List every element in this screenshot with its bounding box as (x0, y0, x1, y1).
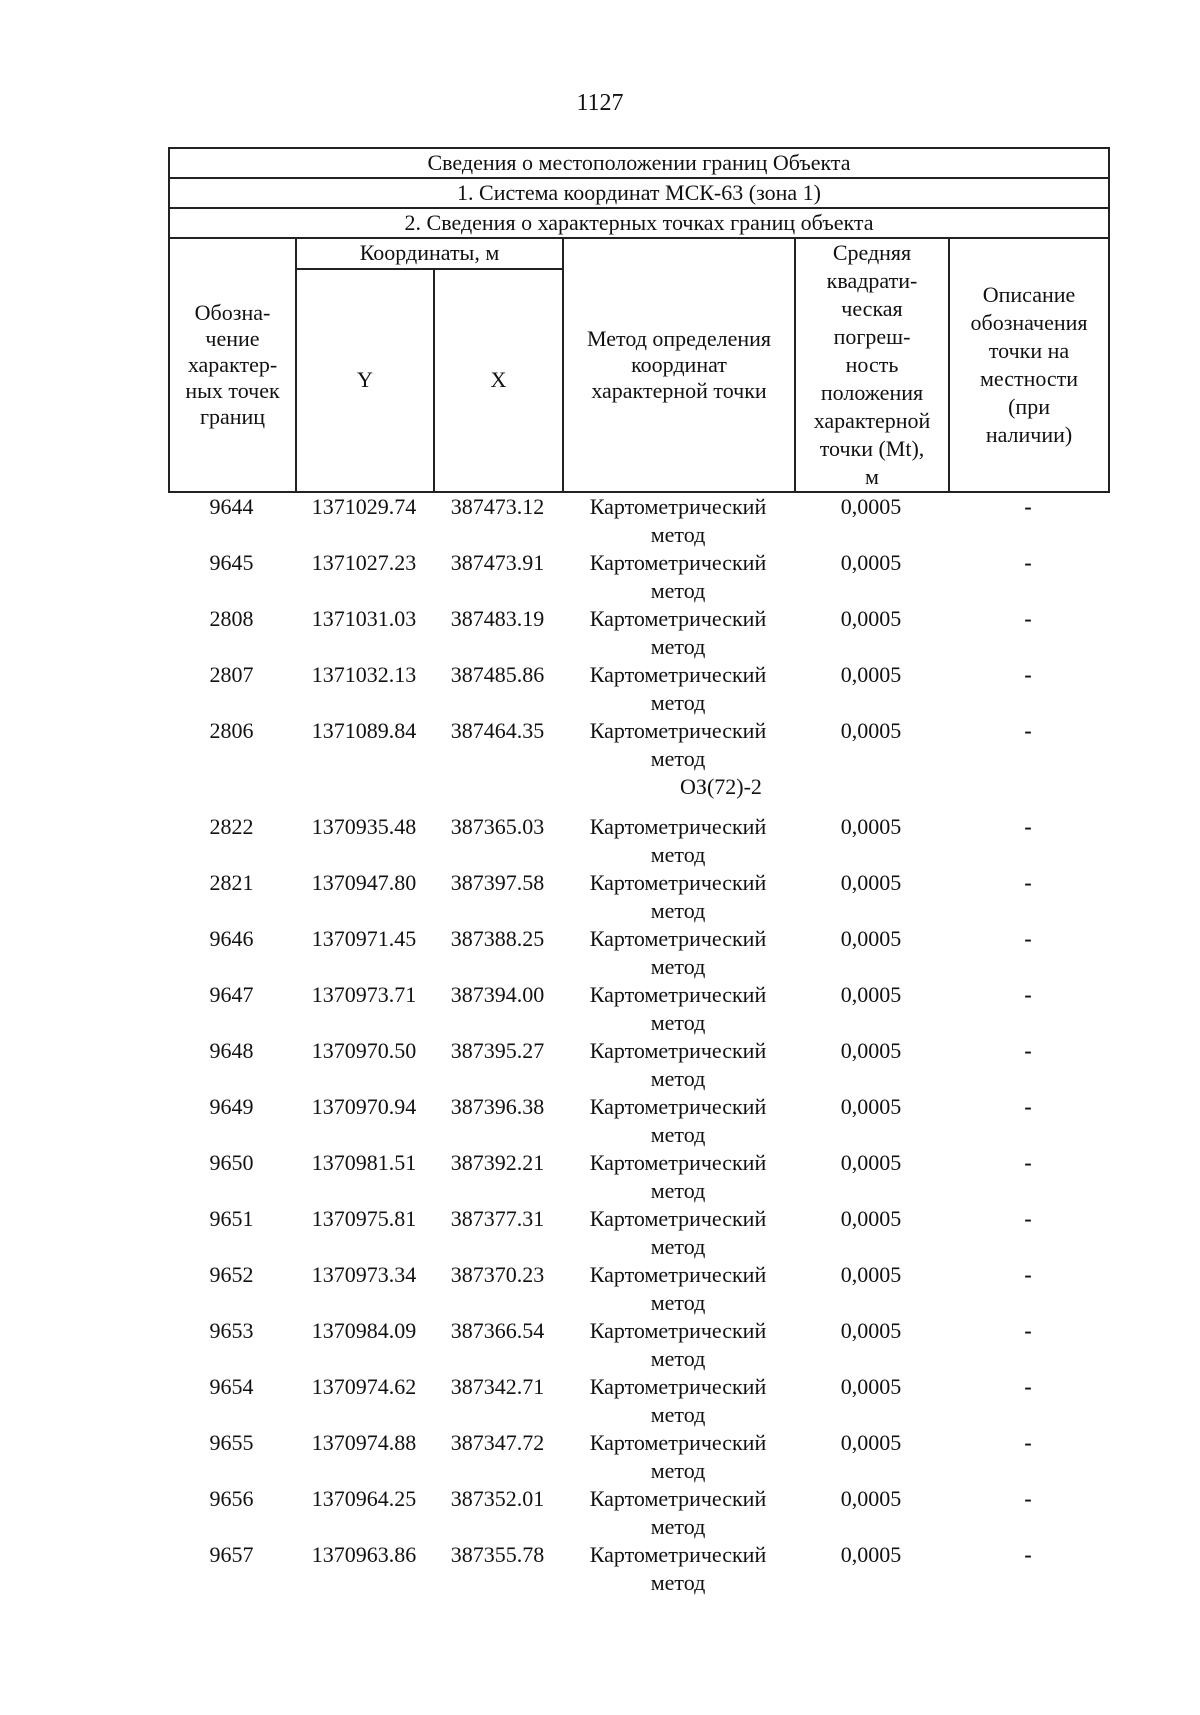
description: - (1024, 494, 1032, 519)
coord-x: 387355.78 (450, 1542, 545, 1567)
rows-group-b (168, 813, 1108, 1597)
table-row (168, 717, 1108, 773)
error-value: 0,0005 (840, 1262, 902, 1287)
table-row (168, 925, 1108, 981)
col-method-header: Метод определения координат характерной точки (563, 238, 795, 492)
coord-x: 387473.12 (450, 494, 545, 519)
table-row (168, 1261, 1108, 1317)
error-value: 0,0005 (840, 926, 902, 951)
group-label: ОЗ(72)-2 (680, 774, 762, 799)
table-row (168, 869, 1108, 925)
table-row (168, 549, 1108, 605)
error-value: 0,0005 (840, 1318, 902, 1343)
table-row (168, 1205, 1108, 1261)
coord-x: 387464.35 (450, 718, 545, 743)
error-value: 0,0005 (840, 550, 902, 575)
method: Картометрический метод (589, 1262, 767, 1315)
coord-x: 387394.00 (450, 982, 545, 1007)
error-value: 0,0005 (840, 662, 902, 687)
method: Картометрический метод (589, 1542, 767, 1595)
coord-x: 387483.19 (450, 606, 545, 631)
table-row (168, 1093, 1108, 1149)
description: - (1024, 870, 1032, 895)
table-row (168, 1317, 1108, 1373)
coord-y: 1370974.62 (311, 1374, 417, 1399)
point-id: 2822 (209, 814, 254, 839)
table-row (168, 1541, 1108, 1597)
coord-x: 387388.25 (450, 926, 545, 951)
table-row (168, 1429, 1108, 1485)
col-coords-header: Координаты, м (296, 238, 563, 269)
description: - (1024, 718, 1032, 743)
point-id: 9649 (209, 1094, 254, 1119)
method: Картометрический метод (589, 718, 767, 771)
coord-x: 387365.03 (450, 814, 545, 839)
coord-x: 387473.91 (450, 550, 545, 575)
point-id: 9657 (209, 1542, 254, 1567)
col-error-header: Средняя квадрати- ческая погреш- ность положения характерной точки (Mt), м (795, 238, 949, 492)
point-id: 9651 (209, 1206, 254, 1231)
table-title: Сведения о местоположении границ Объекта (169, 148, 1109, 178)
description: - (1024, 606, 1032, 631)
method: Картометрический метод (589, 926, 767, 979)
table-row (168, 661, 1108, 717)
error-value: 0,0005 (840, 1542, 902, 1567)
description: - (1024, 814, 1032, 839)
table-row (168, 1149, 1108, 1205)
coord-x: 387347.72 (450, 1430, 545, 1455)
coord-y: 1370964.25 (311, 1486, 417, 1511)
method: Картометрический метод (589, 1094, 767, 1147)
table-row (168, 1373, 1108, 1429)
table-row (168, 1037, 1108, 1093)
description: - (1024, 1430, 1032, 1455)
description: - (1024, 1150, 1032, 1175)
description: - (1024, 1374, 1032, 1399)
method: Картометрический метод (589, 1430, 767, 1483)
coord-y: 1371032.13 (311, 662, 417, 687)
method: Картометрический метод (589, 1486, 767, 1539)
point-id: 2806 (209, 718, 254, 743)
coord-x: 387342.71 (450, 1374, 545, 1399)
error-value: 0,0005 (840, 606, 902, 631)
coord-y: 1370974.88 (311, 1430, 417, 1455)
coord-x: 387397.58 (450, 870, 545, 895)
method: Картометрический метод (589, 494, 767, 547)
method: Картометрический метод (589, 1206, 767, 1259)
coord-y: 1370973.34 (311, 1262, 417, 1287)
coord-x: 387395.27 (450, 1038, 545, 1063)
error-value: 0,0005 (840, 1486, 902, 1511)
description: - (1024, 1318, 1032, 1343)
point-id: 9653 (209, 1318, 254, 1343)
coord-y: 1370935.48 (311, 814, 417, 839)
col-x-header: X (434, 269, 563, 492)
rows-group-a (168, 493, 1108, 773)
description: - (1024, 926, 1032, 951)
point-id: 9652 (209, 1262, 254, 1287)
header-table (168, 147, 1110, 493)
point-id: 9645 (209, 550, 254, 575)
coord-x: 387366.54 (450, 1318, 545, 1343)
method: Картометрический метод (589, 982, 767, 1035)
description: - (1024, 662, 1032, 687)
point-id: 2808 (209, 606, 254, 631)
point-id: 9648 (209, 1038, 254, 1063)
error-value: 0,0005 (840, 1150, 902, 1175)
point-id: 9646 (209, 926, 254, 951)
point-id: 2821 (209, 870, 254, 895)
points-section-title: 2. Сведения о характерных точках границ объекта (169, 208, 1109, 238)
coord-y: 1370973.71 (311, 982, 417, 1007)
error-value: 0,0005 (840, 982, 902, 1007)
description: - (1024, 982, 1032, 1007)
point-id: 9655 (209, 1430, 254, 1455)
table-row (168, 493, 1108, 549)
error-value: 0,0005 (840, 1374, 902, 1399)
table-row (168, 981, 1108, 1037)
description: - (1024, 1486, 1032, 1511)
coord-x: 387352.01 (450, 1486, 545, 1511)
error-value: 0,0005 (840, 1430, 902, 1455)
error-value: 0,0005 (840, 1038, 902, 1063)
method: Картометрический метод (589, 1150, 767, 1203)
coord-x: 387370.23 (450, 1262, 545, 1287)
coord-y: 1370947.80 (311, 870, 417, 895)
point-id: 9654 (209, 1374, 254, 1399)
coordinate-system-title: 1. Система координат МСК-63 (зона 1) (169, 178, 1109, 208)
method: Картометрический метод (589, 606, 767, 659)
table-row (168, 813, 1108, 869)
error-value: 0,0005 (840, 870, 902, 895)
coord-y: 1371029.74 (311, 494, 417, 519)
coord-x: 387485.86 (450, 662, 545, 687)
point-id: 9656 (209, 1486, 254, 1511)
method: Картометрический метод (589, 814, 767, 867)
table-row (168, 1485, 1108, 1541)
method: Картометрический метод (589, 550, 767, 603)
error-value: 0,0005 (840, 1094, 902, 1119)
coord-y: 1371031.03 (311, 606, 417, 631)
coord-y: 1370970.94 (311, 1094, 417, 1119)
description: - (1024, 1262, 1032, 1287)
description: - (1024, 550, 1032, 575)
coord-y: 1371089.84 (311, 718, 417, 743)
table-row (168, 605, 1108, 661)
coord-y: 1370963.86 (311, 1542, 417, 1567)
coord-y: 1371027.23 (311, 550, 417, 575)
point-id: 2807 (209, 662, 254, 687)
col-designation-header: Обозна- чение характер- ных точек границ (169, 238, 296, 492)
point-id: 9644 (209, 494, 254, 519)
description: - (1024, 1094, 1032, 1119)
method: Картометрический метод (589, 870, 767, 923)
coord-y: 1370971.45 (311, 926, 417, 951)
description: - (1024, 1206, 1032, 1231)
coord-x: 387392.21 (450, 1150, 545, 1175)
table-body (168, 493, 1108, 1597)
coord-y: 1370981.51 (311, 1150, 417, 1175)
error-value: 0,0005 (840, 1206, 902, 1231)
error-value: 0,0005 (840, 814, 902, 839)
coord-y: 1370984.09 (311, 1318, 417, 1343)
point-id: 9650 (209, 1150, 254, 1175)
coord-x: 387377.31 (450, 1206, 545, 1231)
point-id: 9647 (209, 982, 254, 1007)
coord-y: 1370975.81 (311, 1206, 417, 1231)
coord-x: 387396.38 (450, 1094, 545, 1119)
method: Картометрический метод (589, 1318, 767, 1371)
page-number: 1127 (576, 90, 624, 116)
description: - (1024, 1542, 1032, 1567)
method: Картометрический метод (589, 662, 767, 715)
error-value: 0,0005 (840, 494, 902, 519)
col-y-header: Y (296, 269, 434, 492)
description: - (1024, 1038, 1032, 1063)
col-description-header: Описание обозначения точки на местности (при наличии) (949, 238, 1109, 492)
method: Картометрический метод (589, 1038, 767, 1091)
error-value: 0,0005 (840, 718, 902, 743)
coord-y: 1370970.50 (311, 1038, 417, 1063)
method: Картометрический метод (589, 1374, 767, 1427)
